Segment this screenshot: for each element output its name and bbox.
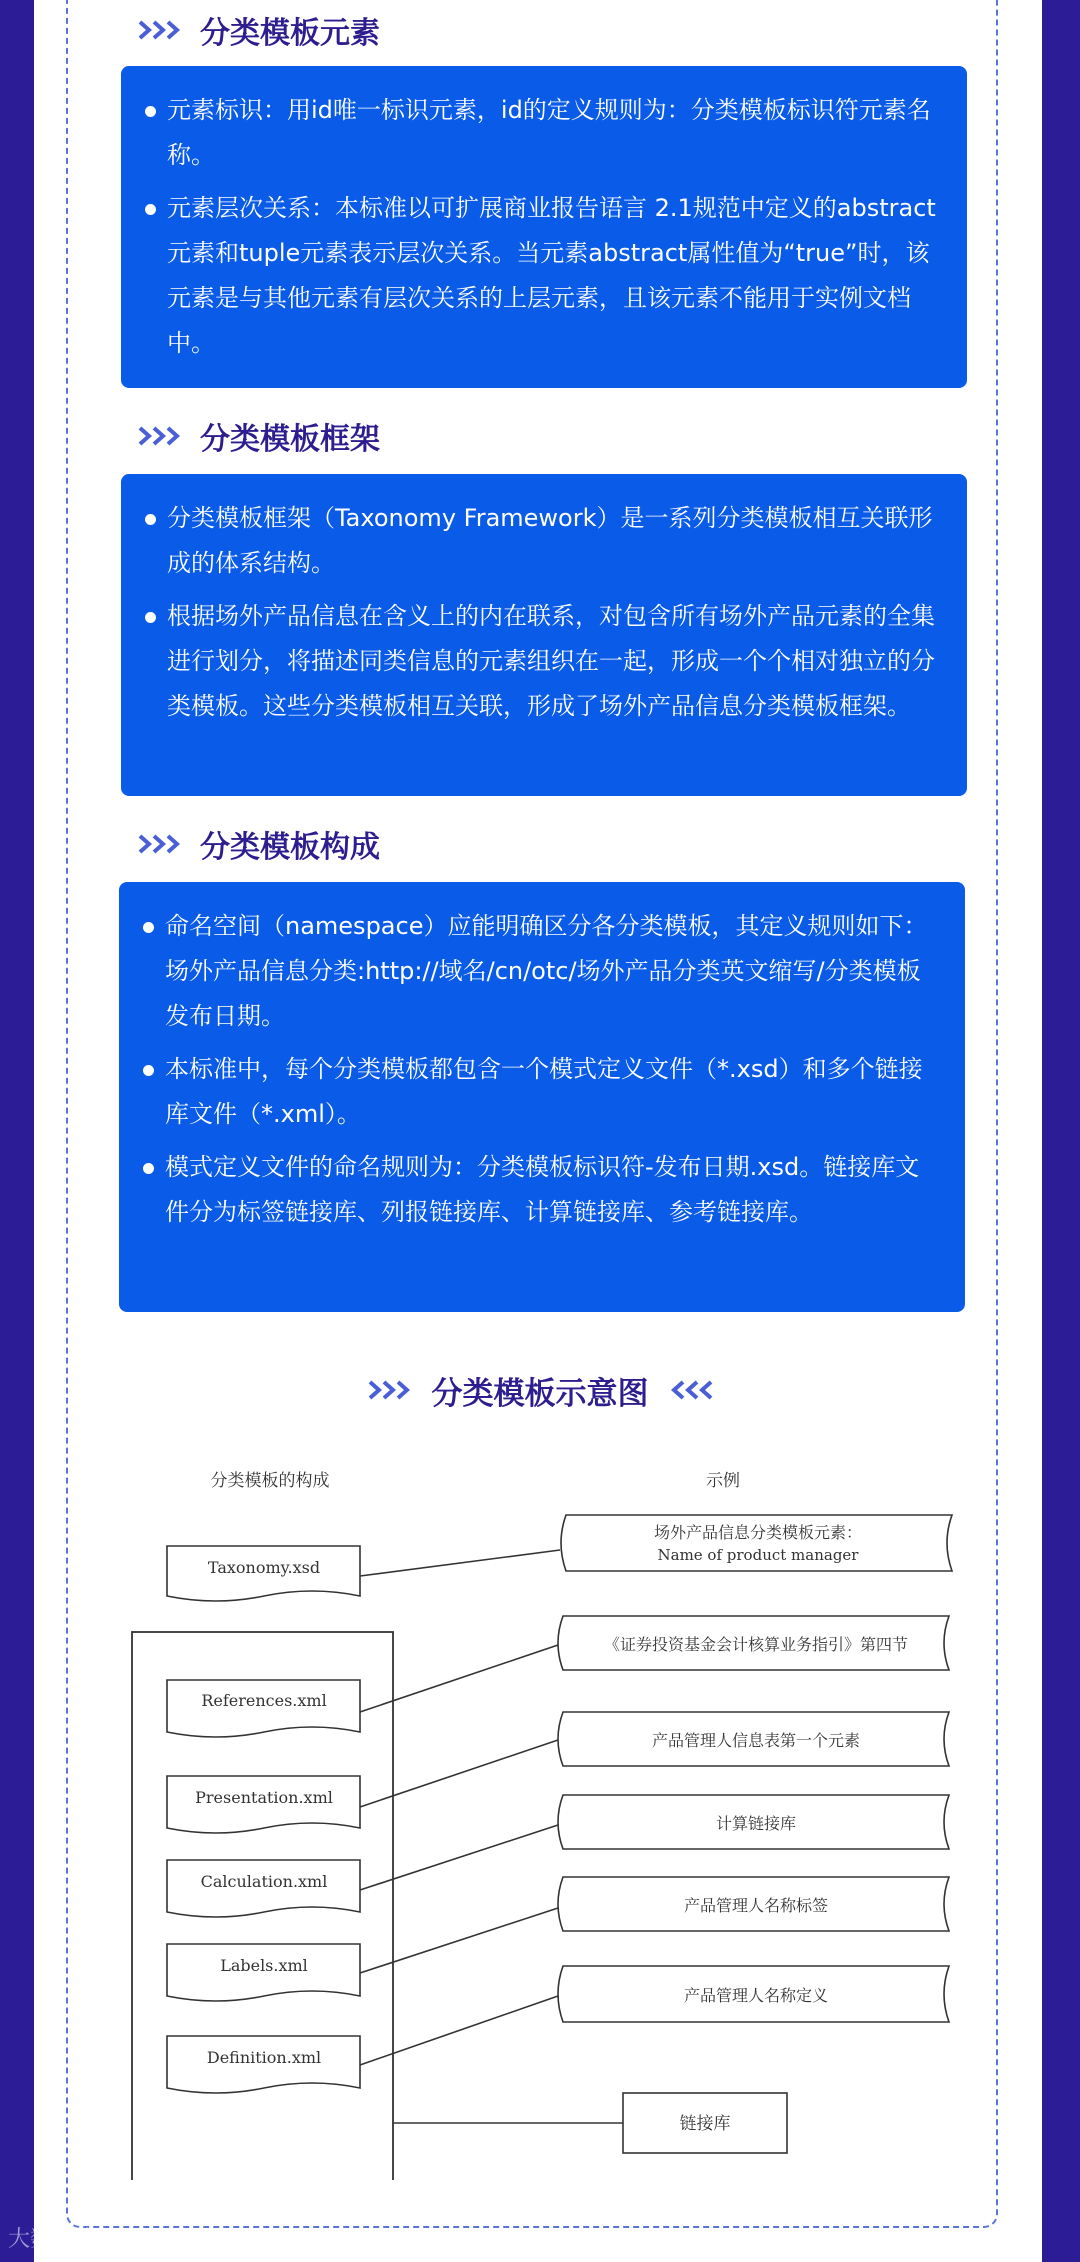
file-presentation-xml — [167, 1776, 360, 1833]
section-title-elements — [138, 8, 380, 52]
file-labels-xml — [167, 1944, 360, 2001]
linkbase-label: 链接库 — [679, 2114, 731, 2134]
triple-chevron-icon — [138, 832, 184, 856]
triple-chevron-icon — [138, 18, 184, 42]
file-label: Definition.xml — [206, 2048, 322, 2067]
section-title-text: 分类模板构成 — [200, 830, 380, 865]
list-item: 分类模板框架（Taxonomy Framework）是一系列分类模板相互关联形成的体系结构。 — [145, 496, 937, 586]
info-card-composition — [119, 882, 965, 1312]
file-label: Taxonomy.xsd — [207, 1558, 321, 1577]
example-banner — [558, 1616, 949, 1670]
file-calculation-xml — [167, 1860, 360, 1917]
example-banner — [558, 1795, 949, 1849]
list-item: 元素标识：用id唯一标识元素，id的定义规则为：分类模板标识符元素名称。 — [145, 88, 937, 178]
diagram-title — [0, 1365, 1080, 1415]
example-banner — [558, 1966, 949, 2022]
section-title-text: 分类模板框架 — [200, 422, 380, 457]
diagram-title-text: 分类模板示意图 — [431, 1375, 649, 1412]
example-text: 产品管理人名称定义 — [683, 1986, 829, 2005]
example-text: 场外产品信息分类模板元素： — [653, 1523, 863, 1542]
file-label: Presentation.xml — [195, 1788, 333, 1807]
file-definition-xml — [167, 2036, 360, 2093]
triple-chevron-right-icon — [368, 1378, 414, 1402]
example-text: 产品管理人名称标签 — [683, 1896, 829, 1915]
taxonomy-diagram — [0, 1440, 1080, 2180]
list-item: 根据场外产品信息在含义上的内在联系，对包含所有场外产品元素的全集进行划分，将描述同类信息的元素组织在一起，形成一个个相对独立的分类模板。这些分类模板相互关联，形成了场外产品信息分类模板框架。 — [145, 594, 937, 729]
section-title-composition — [138, 822, 380, 866]
info-card-framework — [121, 474, 967, 796]
file-label: Calculation.xml — [200, 1872, 328, 1891]
file-label: Labels.xml — [220, 1956, 308, 1975]
watermark: 大数跨境 — [8, 2227, 97, 2252]
left-header: 分类模板的构成 — [210, 1471, 330, 1491]
example-banner — [558, 1712, 949, 1766]
example-banner — [561, 1515, 952, 1571]
linkbase-box — [623, 2093, 787, 2153]
right-header: 示例 — [706, 1471, 740, 1491]
triple-chevron-left-icon — [667, 1378, 713, 1402]
example-banner — [558, 1877, 949, 1931]
list-item: 元素层次关系：本标准以可扩展商业报告语言 2.1规范中定义的abstract元素和tuple元素表示层次关系。当元素abstract属性值为“true”时，该元素是与其他元素有层次关系的上层元素，且该元素不能用于实例文档中。 — [145, 186, 937, 366]
section-title-framework — [138, 414, 380, 458]
section-title-text: 分类模板元素 — [200, 16, 380, 51]
file-label: References.xml — [201, 1691, 327, 1710]
list-item: 命名空间（namespace）应能明确区分各分类模板，其定义规则如下：场外产品信息分类:http://域名/cn/otc/场外产品分类英文缩写/分类模板发布日期。 — [143, 904, 935, 1039]
example-text: Name of product manager — [657, 1546, 859, 1564]
info-card-elements — [121, 66, 967, 388]
example-text: 计算链接库 — [715, 1814, 797, 1833]
example-text: 产品管理人信息表第一个元素 — [651, 1731, 861, 1750]
example-text: 《证券投资基金会计核算业务指引》第四节 — [603, 1635, 909, 1654]
file-references-xml — [167, 1680, 360, 1737]
file-taxonomy-xsd — [167, 1546, 360, 1601]
list-item: 模式定义文件的命名规则为：分类模板标识符-发布日期.xsd。链接库文件分为标签链接库、列报链接库、计算链接库、参考链接库。 — [143, 1145, 935, 1235]
list-item: 本标准中，每个分类模板都包含一个模式定义文件（*.xsd）和多个链接库文件（*.xml）。 — [143, 1047, 935, 1137]
triple-chevron-icon — [138, 424, 184, 448]
